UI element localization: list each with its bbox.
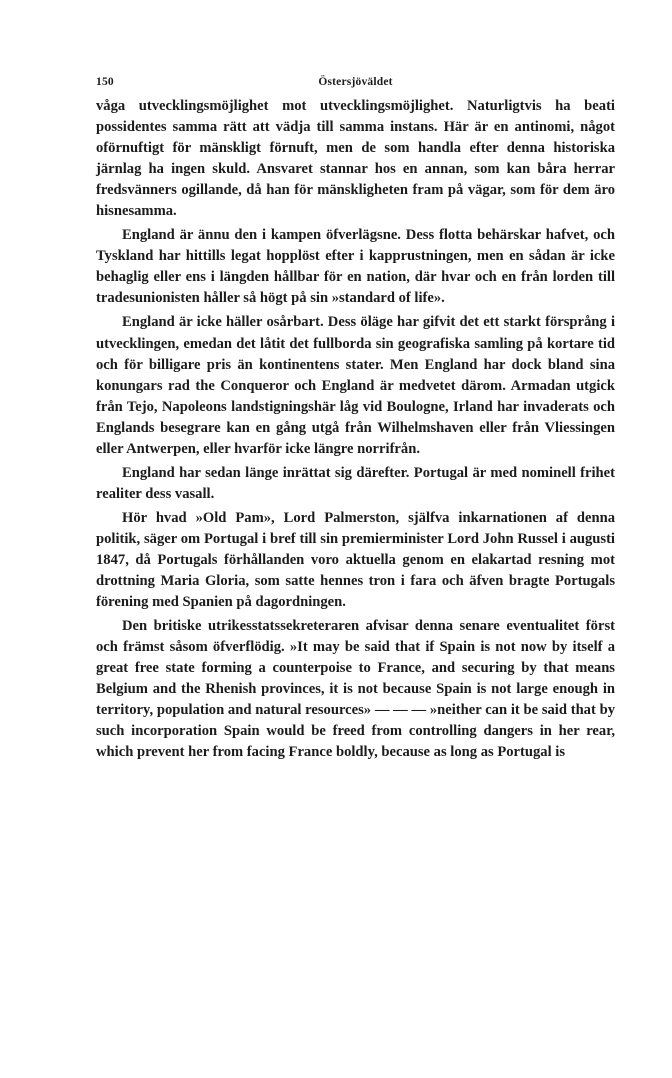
book-page [96,68,615,763]
paragraph-palmerston: Hör hvad »Old Pam», Lord Palmerston, själfva inkarnationen af denna politik, säger om Portugal i bref till sin premierminister Lord John Russel i augusti 1847, då Portugals förhållanden voro aktuella genom en elakartad resning mot drottning Maria Gloria, som satte hennes tron i fara och äfven bragte Portugals förening med Spanien på dagordningen. [96,509,615,611]
paragraph-continuation: våga utvecklingsmöjlighet mot utvecklingsmöjlighet. Naturligtvis ha beati possidentes samma rätt att vädja till samma instans. Här är en antinomi, något oförnuftigt för mänskligt förnuft, men de som handla efter denna historiska järnlag ha ingen skuld. Ansvaret stannar hos en annan, som kan båra herrar fredsvänners ogillande, då han för mänskligheten fram på vägar, som för dem äro hisnesamma. [96,98,615,220]
paragraph-england-vulnerable: England är icke häller osårbart. Dess öläge har gifvit det ett starkt försprång i utvecklingen, emedan det låtit det fullborda sin geografiska samling på kortare tid och för billigare pris än kontinentens stater. Men England har dock bland sina konungars rad the Conqueror och England är medvetet därom. Armadan utgick från Tejo, Napoleons landstigningshär låg vid Boulogne, Irland har invaderats och Englands besegrare kan en gång utgå från Wilhelmshaven eller från Vliessingen eller Antwerpen, eller hvarför icke längre norrifrån. [96,314,615,457]
paragraph-secretary-quote: Den britiske utrikesstatssekreteraren afvisar denna senare eventualitet först och främst såsom öfverflödig. »It may be said that if Spain is not now by itself a great free state forming a counterpoise to France, and securing by that means Belgium and the Rhenish provinces, it is not because Spain is not large enough in territory, population and natural resources» — — — »neither can it be said that by such incorporation Spain would be freed from controlling dangers in her rear, which prevent her from facing France boldly, because as long as Portugal is [96,618,615,761]
body-text [96,96,615,763]
paragraph-portugal-vassal: England har sedan länge inrättat sig därefter. Portugal är med nominell frihet realiter dess vasall. [96,464,615,502]
paragraph-england-superior: England är ännu den i kampen öfverlägsne. Dess flotta behärskar hafvet, och Tyskland har hittills legat hopplöst efter i kapprustningen, men en sådan är icke behaglig eller ens i längden hållbar för en nation, där hvar och en från lorden till tradesunionisten håller så högt på sin »standard of life». [96,227,615,307]
running-head [96,68,615,92]
running-title: Östersjöväldet [318,76,393,88]
page-number: 150 [96,76,114,88]
